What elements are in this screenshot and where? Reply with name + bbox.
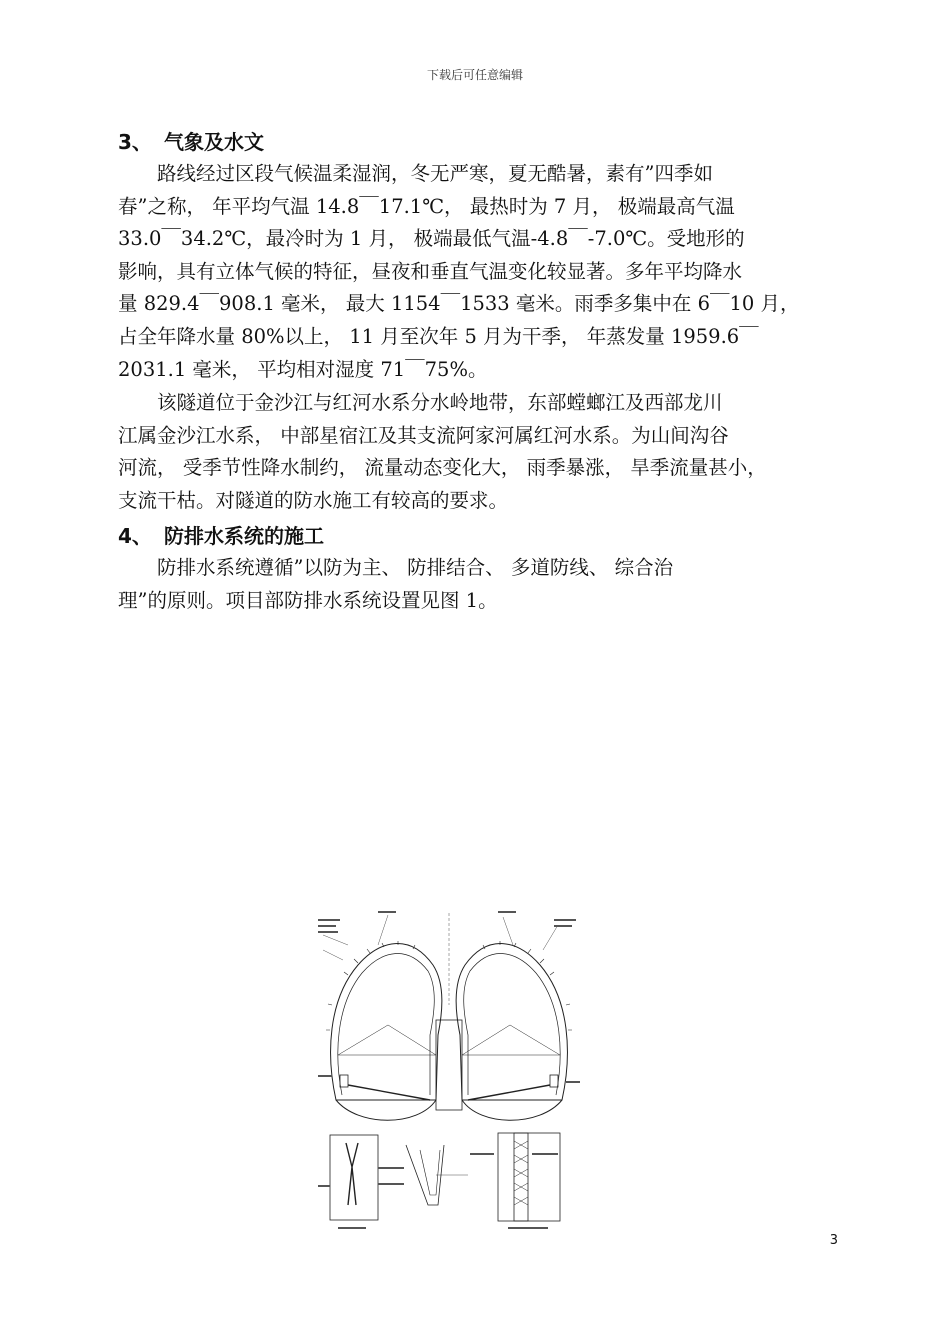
section-3-heading	[118, 128, 264, 156]
page-header: 下载后可任意编辑	[426, 68, 523, 82]
section-3-paragraph-2	[118, 387, 838, 517]
section-4-paragraph	[118, 552, 838, 617]
text-line: 江属金沙江水系， 中部星宿江及其支流阿家河属红河水系。为山间沟谷	[118, 423, 729, 447]
section-3-title: 气象及水文	[164, 130, 264, 154]
text-line: 该隧道位于金沙江与红河水系分水岭地带，东部螳螂江及西部龙川	[157, 391, 723, 414]
section-4-number: 4、	[118, 524, 152, 548]
section-3-number: 3、	[118, 130, 152, 154]
text-line: 影响，具有立体气候的特征，昼夜和垂直气温变化较显著。多年平均降水	[118, 259, 743, 283]
text-line: 春”之称， 年平均气温 14.8￣17.1℃， 最热时为 7 月， 极端最高气温	[118, 194, 735, 218]
section-4-title: 防排水系统的施工	[164, 524, 324, 548]
text-line: 占全年降水量 80%以上， 11 月至次年 5 月为干季， 年蒸发量 1959.6￣	[118, 324, 759, 348]
page-number: 3	[829, 1233, 838, 1248]
text-line: 路线经过区段气候温柔湿润，冬无严寒，夏无酷暑，素有”四季如	[157, 162, 713, 185]
text-line: 支流干枯。对隧道的防水施工有较高的要求。	[118, 488, 509, 512]
tunnel-drainage-figure	[318, 905, 580, 1235]
text-line: 防排水系统遵循”以防为主、 防排结合、 多道防线、 综合治	[157, 556, 674, 579]
text-line: 33.0￣34.2℃，最冷时为 1 月， 极端最低气温-4.8￣-7.0℃。受地形的	[118, 227, 745, 251]
text-line: 理”的原则。项目部防排水系统设置见图 1。	[118, 588, 498, 612]
text-line: 2031.1 毫米， 平均相对湿度 71￣75%。	[118, 357, 488, 381]
section-4-heading	[118, 522, 324, 550]
section-3-paragraph-1	[118, 158, 838, 386]
text-line: 河流， 受季节性降水制约， 流量动态变化大， 雨季暴涨， 旱季流量甚小，	[118, 456, 767, 480]
text-line: 量 829.4￣908.1 毫米， 最大 1154￣1533 毫米。雨季多集中在 6￣10 月，	[118, 292, 800, 316]
